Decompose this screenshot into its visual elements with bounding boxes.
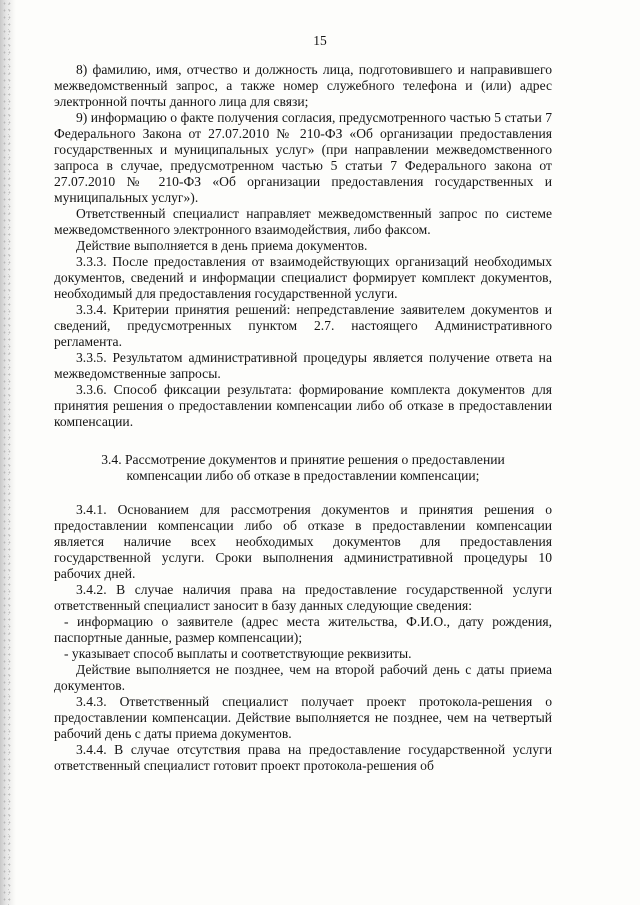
paragraph-3-4-3: 3.4.3. Ответственный специалист получает проект протокола-решения о предоставлении компенсации. Действие выполняется не позднее, чем на четвертый рабочий день с даты приема документов. [54, 694, 552, 741]
section-heading-3-4: 3.4. Рассмотрение документов и принятие решения о предоставлении компенсации либо об отказе в предоставлении компенсации; [101, 452, 505, 483]
paragraph-action-timing: Действие выполняется в день приема документов. [76, 238, 368, 253]
page-number: 15 [313, 33, 327, 48]
paragraph-item-8: 8) фамилию, имя, отчество и должность лица, подготовившего и направившего межведомственный запрос, а также номер служебного телефона и (или) адрес электронной почты данного лица для связи; [54, 62, 552, 109]
paragraph-action-deadline: Действие выполняется не позднее, чем на второй рабочий день с даты приема документов. [54, 662, 552, 693]
paragraph-3-3-6: 3.3.6. Способ фиксации результата: формирование комплекта документов для принятия решения о предоставлении компенсации либо об отказе в предоставлении компенсации. [54, 382, 552, 429]
list-item-payment-method: - указывает способ выплаты и соответствующие реквизиты. [64, 646, 412, 661]
paragraph-3-3-4: 3.3.4. Критерии принятия решений: непредставление заявителем документов и сведений, предусмотренных пунктом 2.7. настоящего Административного регламента. [54, 302, 552, 349]
list-item-applicant-info: - информацию о заявителе (адрес места жительства, Ф.И.О., дату рождения, паспортные данные, размер компенсации); [54, 614, 552, 645]
document-body [54, 62, 552, 774]
paragraph-request-method: Ответственный специалист направляет межведомственный запрос по системе межведомственного электронного взаимодействия, либо факсом. [54, 206, 552, 237]
scan-edge-noise [2, 0, 12, 905]
paragraph-3-3-3: 3.3.3. После предоставления от взаимодействующих организаций необходимых документов, сведений и информации специалист формирует комплект документов, необходимый для предоставления государственной услуги. [54, 254, 552, 301]
paragraph-3-4-1: 3.4.1. Основанием для рассмотрения документов и принятия решения о предоставлении компенсации либо об отказе в предоставлении компенсации является наличие всех необходимых документов для предоставления государственной услуги. Сроки выполнения административной процедуры 10 рабочих дней. [54, 502, 552, 581]
paragraph-3-4-4: 3.4.4. В случае отсутствия права на предоставление государственной услуги ответственный специалист готовит проект протокола-решения об [54, 742, 552, 773]
paragraph-item-9: 9) информацию о факте получения согласия, предусмотренного частью 5 статьи 7 Федерального Закона от 27.07.2010 № 210-ФЗ «Об организации предоставления государственных и муниципальных услуг» (при направлении межведомственного запроса в случае, предусмотренном частью 5 статьи 7 Федерального закона от 27.07.2010 № 210-ФЗ «Об организации предоставления государственных и муниципальных услуг»). [54, 110, 552, 205]
paragraph-3-4-2: 3.4.2. В случае наличия права на предоставление государственной услуги ответственный специалист заносит в базу данных следующие сведения: [54, 582, 552, 613]
paragraph-3-3-5: 3.3.5. Результатом административной процедуры является получение ответа на межведомственные запросы. [54, 350, 552, 381]
